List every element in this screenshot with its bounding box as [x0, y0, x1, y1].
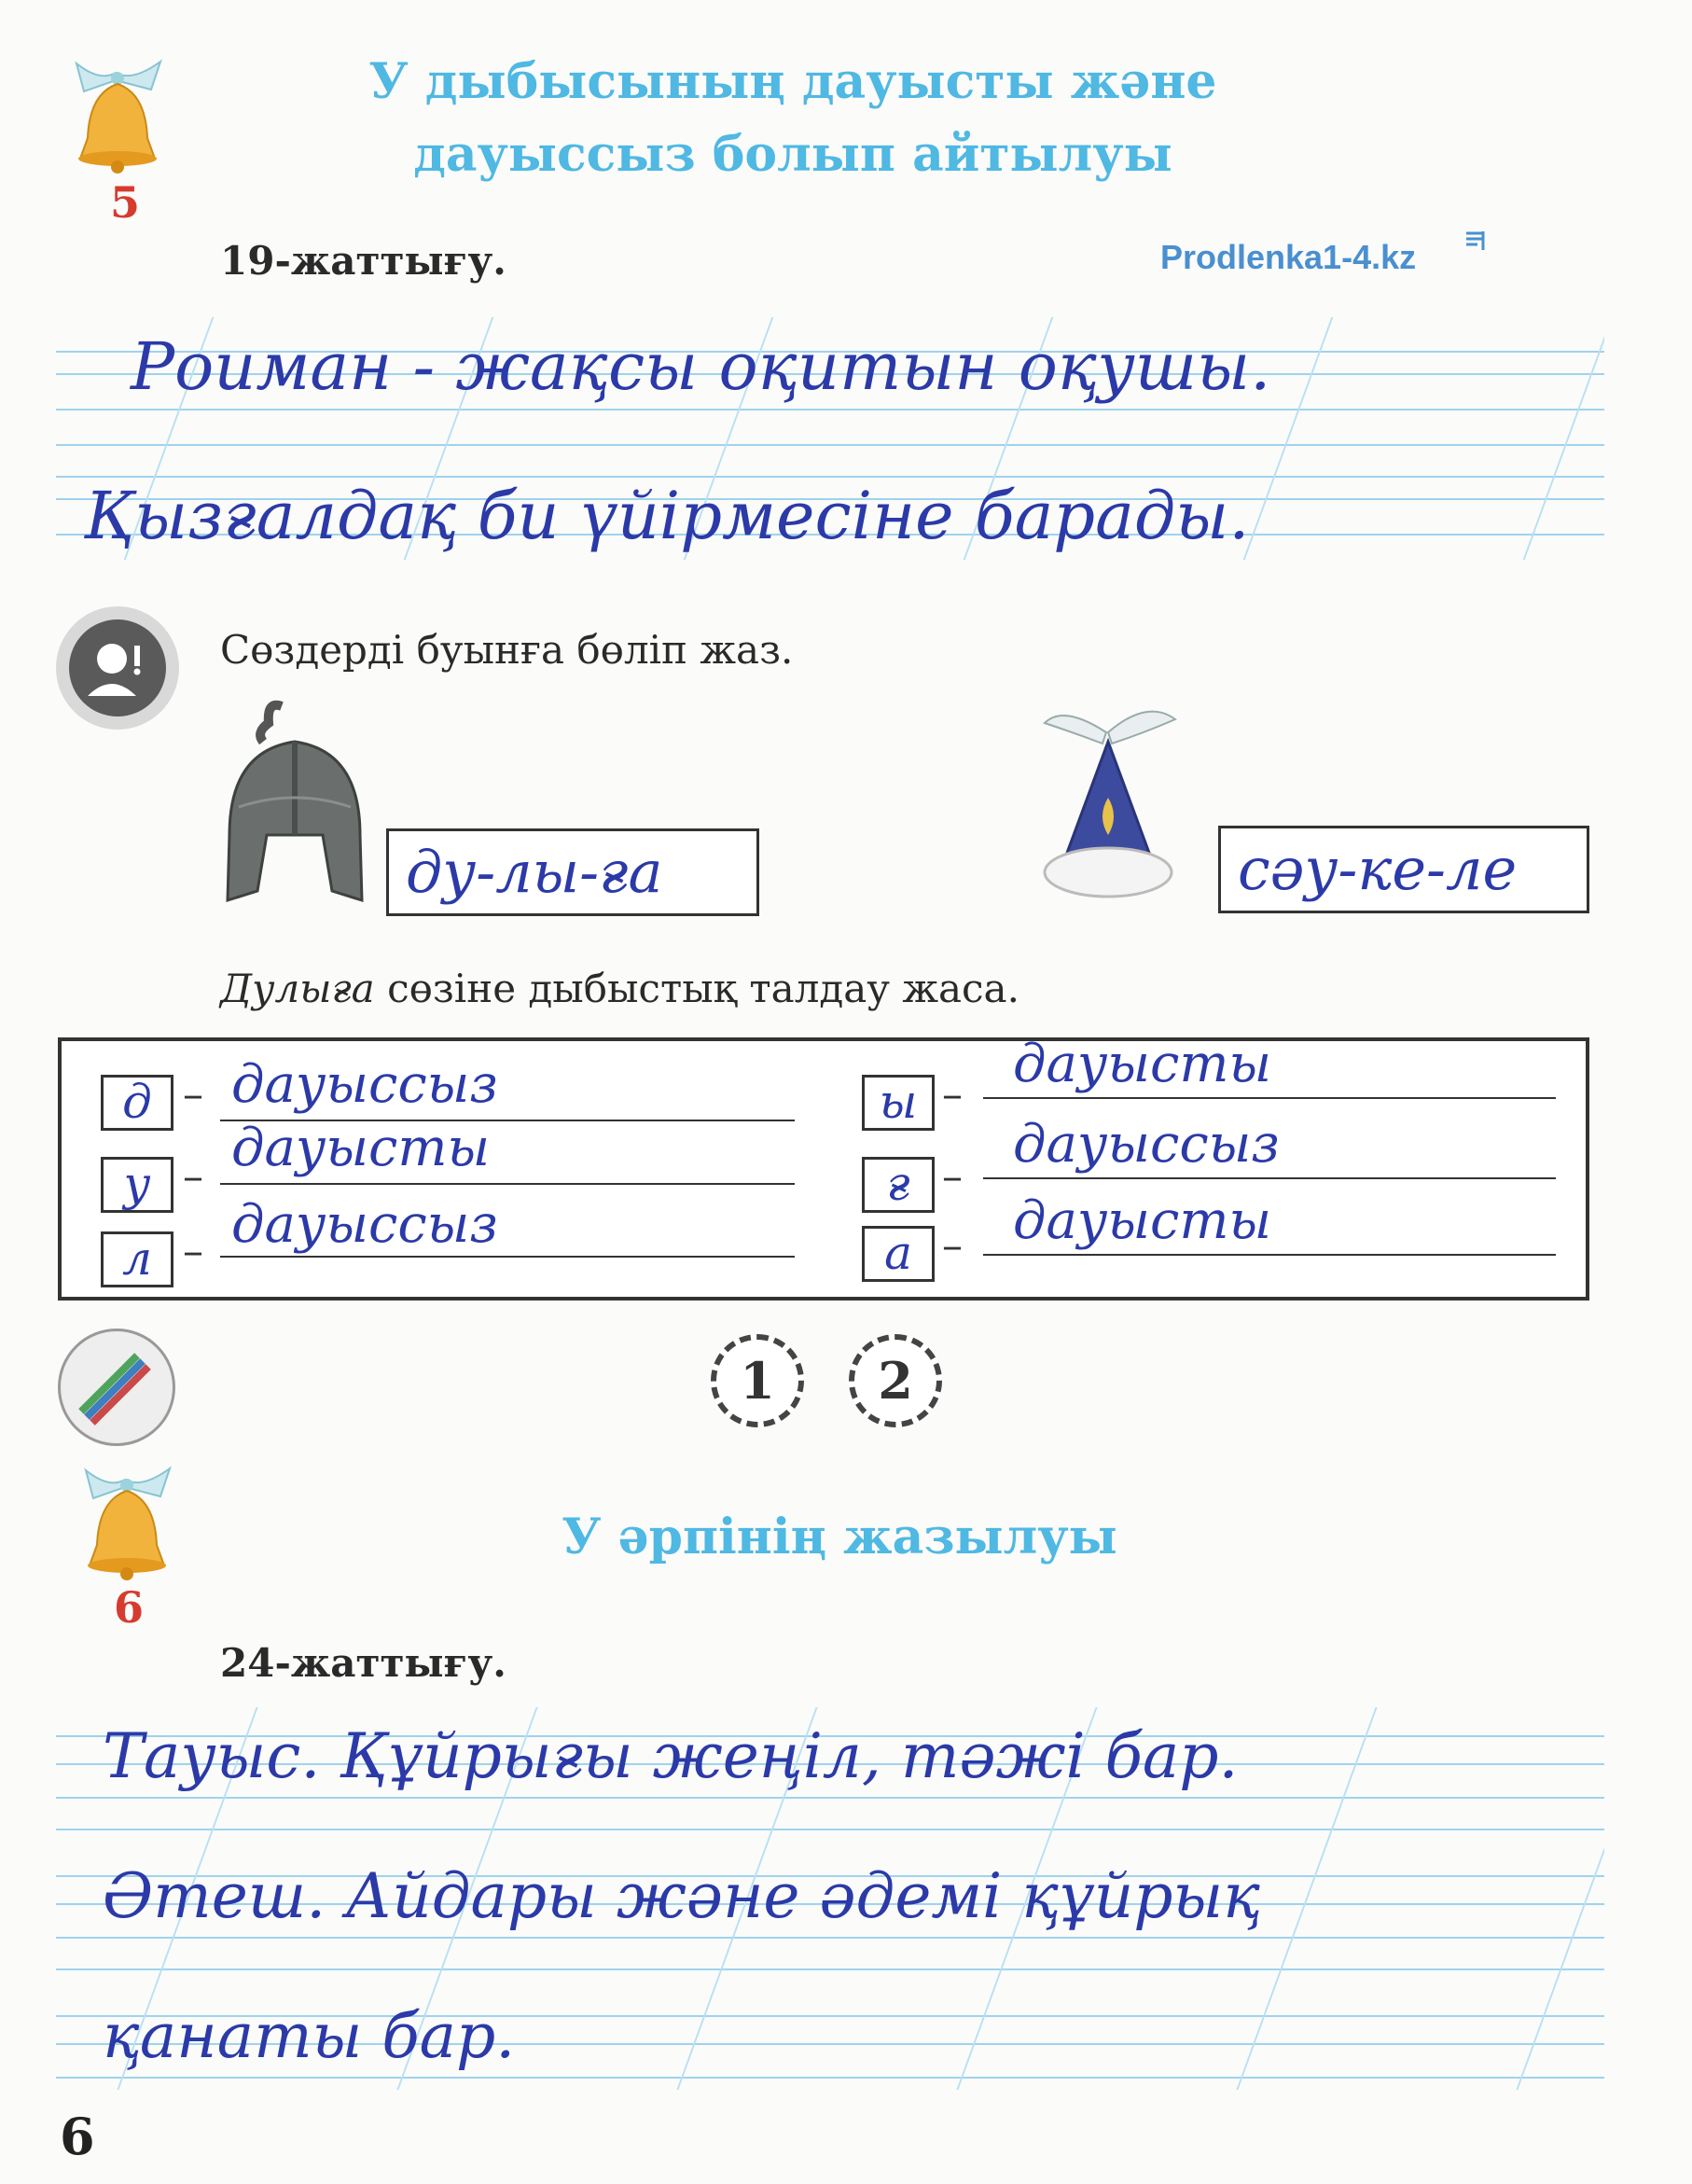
saukele-hat-picture — [1026, 695, 1189, 928]
dash: – — [942, 1222, 963, 1270]
letter-box: а — [862, 1226, 935, 1282]
task-instruction: Сөздерді буынға бөліп жаз. — [220, 627, 794, 673]
watermark-hand-icon — [1463, 230, 1491, 256]
sound-answer: дауыссыз — [231, 1194, 498, 1255]
sound-answer: дауысты — [1013, 1190, 1272, 1251]
analysis-word: Дулыға — [220, 966, 375, 1011]
variant-1-badge[interactable]: 1 — [711, 1334, 804, 1427]
handwritten-line: қанаты бар. — [103, 2000, 516, 2072]
handwritten-line: Әтеш. Айдары және әдемі құйрық — [103, 1860, 1261, 1932]
lesson-title-line1: У дыбысының дауысты және — [368, 53, 1217, 110]
dash: – — [183, 1071, 203, 1119]
syllable-answer: сәу-ке-ле — [1238, 835, 1518, 903]
dash: – — [183, 1228, 203, 1275]
syllable-answer-box — [386, 828, 759, 916]
dash: – — [183, 1153, 203, 1201]
answer-line — [983, 1177, 1556, 1179]
handwritten-line: Қызғалдақ би үйірмесіне барады. — [84, 478, 1250, 554]
exercise-label: 19-жаттығу. — [220, 238, 506, 284]
letter-box: л — [101, 1231, 173, 1287]
letter-box: д — [101, 1075, 173, 1131]
analysis-instruction-rest: сөзіне дыбыстық талдау жаса. — [374, 966, 1019, 1011]
watermark: Prodlenka1-4.kz — [1160, 238, 1417, 276]
sound-answer: дауысты — [231, 1118, 491, 1178]
exercise-label: 24-жаттығу. — [220, 1640, 506, 1686]
pencils-icon — [58, 1328, 175, 1446]
lesson-number: 5 — [110, 177, 141, 228]
letter-box: ғ — [862, 1157, 935, 1213]
bell-icon-lesson5 — [58, 45, 179, 175]
answer-line — [220, 1256, 795, 1258]
sound-answer: дауыссыз — [1013, 1114, 1280, 1175]
sound-answer: дауысты — [1013, 1034, 1272, 1094]
syllable-answer: ду-лы-ға — [406, 838, 663, 906]
handwritten-line: Тауыс. Құйрығы жеңіл, тәжі бар. — [103, 1720, 1239, 1792]
helmet-picture — [201, 695, 388, 919]
dash: – — [942, 1071, 963, 1119]
page-number: 6 — [60, 2107, 95, 2166]
lesson-title-line2: дауыссыз болып айтылуы — [413, 126, 1172, 183]
lesson-number: 6 — [114, 1582, 145, 1633]
handwritten-line: Роuман - жақсы оқитын оқушы. — [131, 328, 1271, 405]
sound-answer: дауыссыз — [231, 1054, 498, 1115]
analysis-instruction — [220, 966, 1019, 1011]
variant-2-badge[interactable]: 2 — [849, 1334, 942, 1427]
answer-line — [983, 1254, 1556, 1256]
bell-icon-lesson6 — [67, 1452, 188, 1582]
syllable-answer-box — [1218, 826, 1589, 913]
letter-box: ы — [862, 1075, 935, 1131]
dash: – — [942, 1153, 963, 1201]
answer-line — [220, 1183, 795, 1185]
person-speaking-icon — [56, 606, 179, 730]
answer-line — [983, 1097, 1556, 1099]
letter-box: у — [101, 1157, 173, 1213]
lesson-title: У әрпінің жазылуы — [562, 1509, 1117, 1565]
